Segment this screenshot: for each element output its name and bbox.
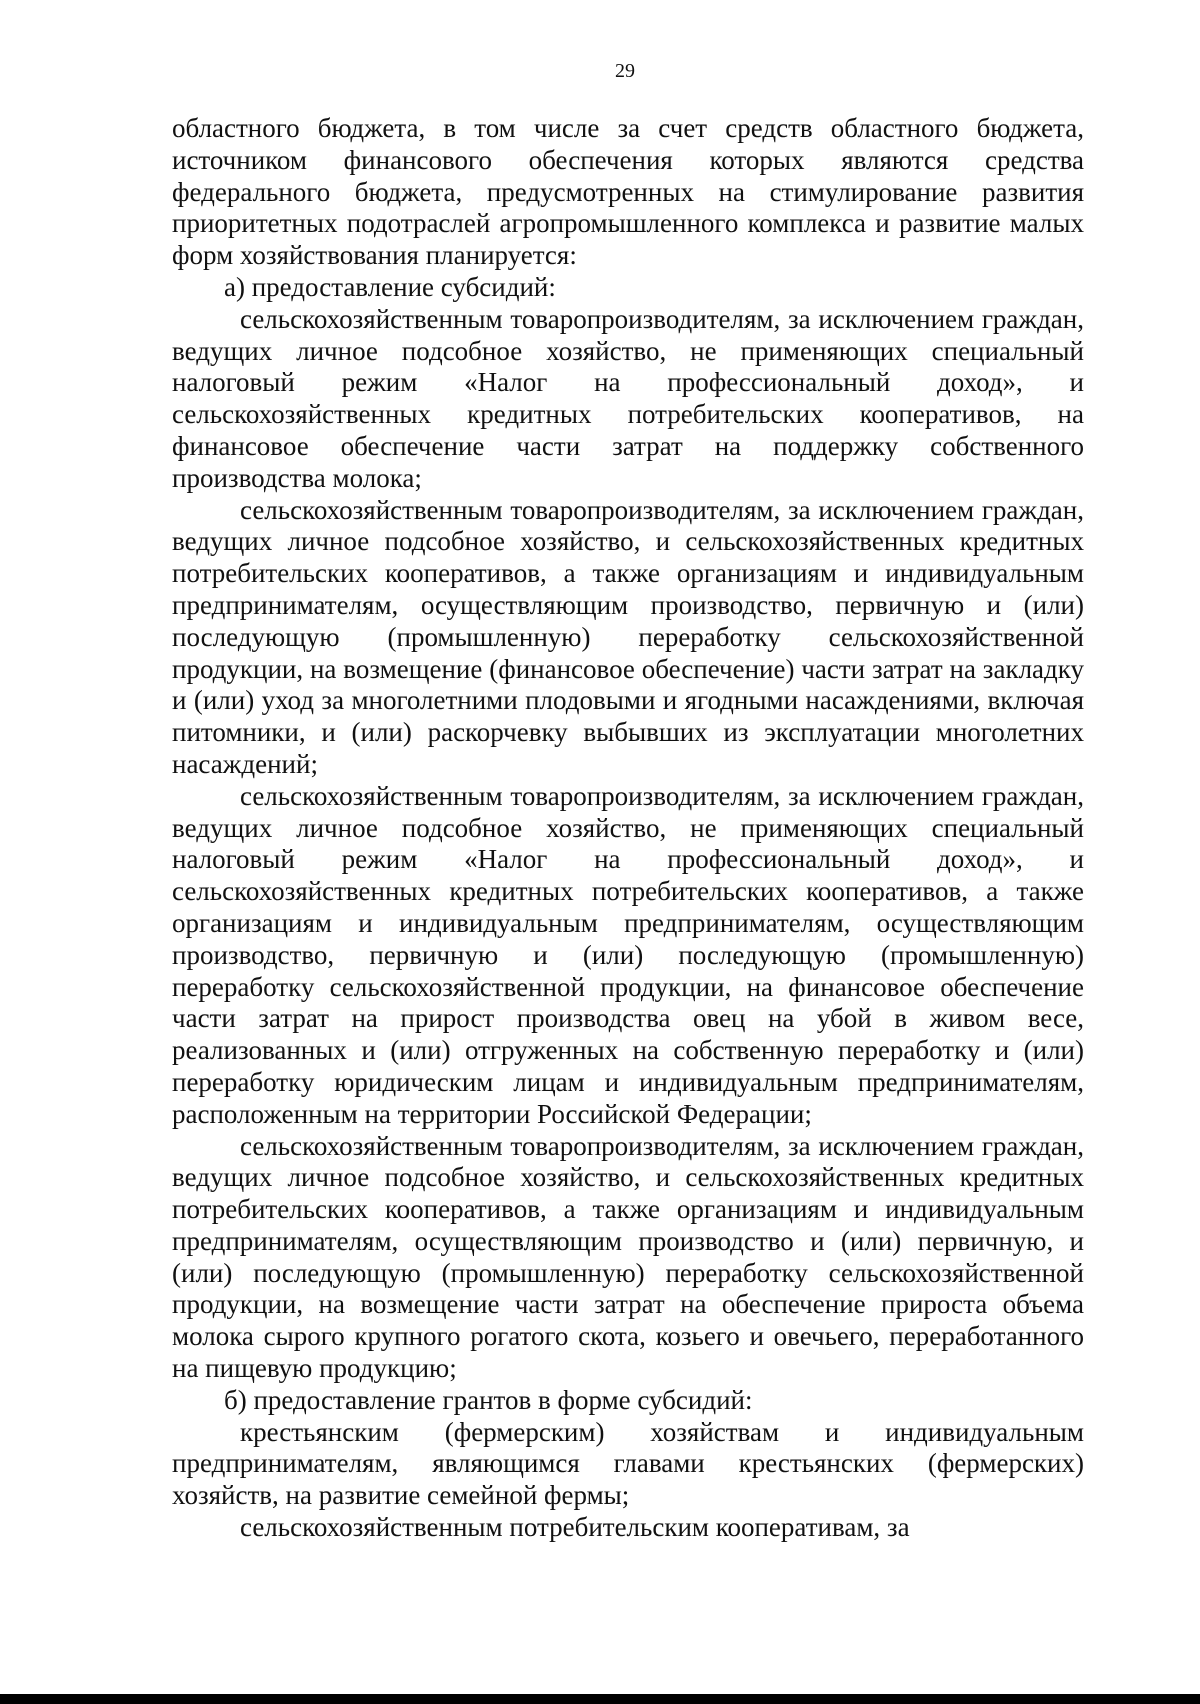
- paragraph-family-farm: крестьянским (фермерским) хозяйствам и индивидуальным предпринимателям, являющимся главами крестьянских (фермерских) хозяйств, на развитие семейной фермы;: [172, 1416, 1084, 1511]
- paragraph-consumer-cooperatives: сельскохозяйственным потребительским кооперативам, за: [240, 1512, 910, 1543]
- paragraph-subsidies-heading: а) предоставление субсидий:: [224, 271, 556, 302]
- page-number: 29: [615, 60, 635, 82]
- document-body: [172, 113, 1084, 1544]
- paragraph-perennial-plantings: сельскохозяйственным товаропроизводителям, за исключением граждан, ведущих личное подсобное хозяйство, и сельскохозяйственных кредитных потребительских кооперативов, а также организациям и индивидуальным предпринимателям, осуществляющим производство, первичную и (или) последующую (промышленную) переработку сельскохозяйственной продукции, на возмещение (финансовое обеспечение) части затрат на закладку и (или) уход за многолетними плодовыми и ягодными насаждениями, включая питомники, и (или) раскорчевку выбывших из эксплуатации многолетних насаждений;: [172, 494, 1084, 779]
- paragraph-milk-processing: сельскохозяйственным товаропроизводителям, за исключением граждан, ведущих личное подсобное хозяйство, и сельскохозяйственных кредитных потребительских кооперативов, а также организациям и индивидуальным предпринимателям, осуществляющим производство и (или) первичную, и (или) последующую (промышленную) переработку сельскохозяйственной продукции, на возмещение части затрат на обеспечение прироста объема молока сырого крупного рогатого скота, козьего и овечьего, переработанного на пищевую продукцию;: [172, 1130, 1084, 1384]
- scan-edge-bar: [0, 1694, 1200, 1704]
- paragraph-sheep-production: сельскохозяйственным товаропроизводителям, за исключением граждан, ведущих личное подсобное хозяйство, не применяющих специальный налоговый режим «Налог на профессиональный доход», и сельскохозяйственных кредитных потребительских кооперативов, а также организациям и индивидуальным предпринимателям, осуществляющим производство, первичную и (или) последующую (промышленную) переработку сельскохозяйственной продукции, на финансовое обеспечение части затрат на прирост производства овец на убой в живом весе, реализованных и (или) отгруженных на собственную переработку и (или) переработку юридическим лицам и индивидуальным предпринимателям, расположенным на территории Российской Федерации;: [172, 780, 1084, 1129]
- paragraph-milk-production: сельскохозяйственным товаропроизводителям, за исключением граждан, ведущих личное подсобное хозяйство, не применяющих специальный налоговый режим «Налог на профессиональный доход», и сельскохозяйственных кредитных потребительских кооперативов, на финансовое обеспечение части затрат на поддержку собственного производства молока;: [172, 303, 1084, 493]
- paragraph-intro: областного бюджета, в том числе за счет средств областного бюджета, источником финансового обеспечения которых являются средства федерального бюджета, предусмотренных на стимулирование развития приоритетных подотраслей агропромышленного комплекса и развитие малых форм хозяйствования планируется:: [172, 113, 1084, 271]
- paragraph-grants-heading: б) предоставление грантов в форме субсидий:: [224, 1384, 753, 1415]
